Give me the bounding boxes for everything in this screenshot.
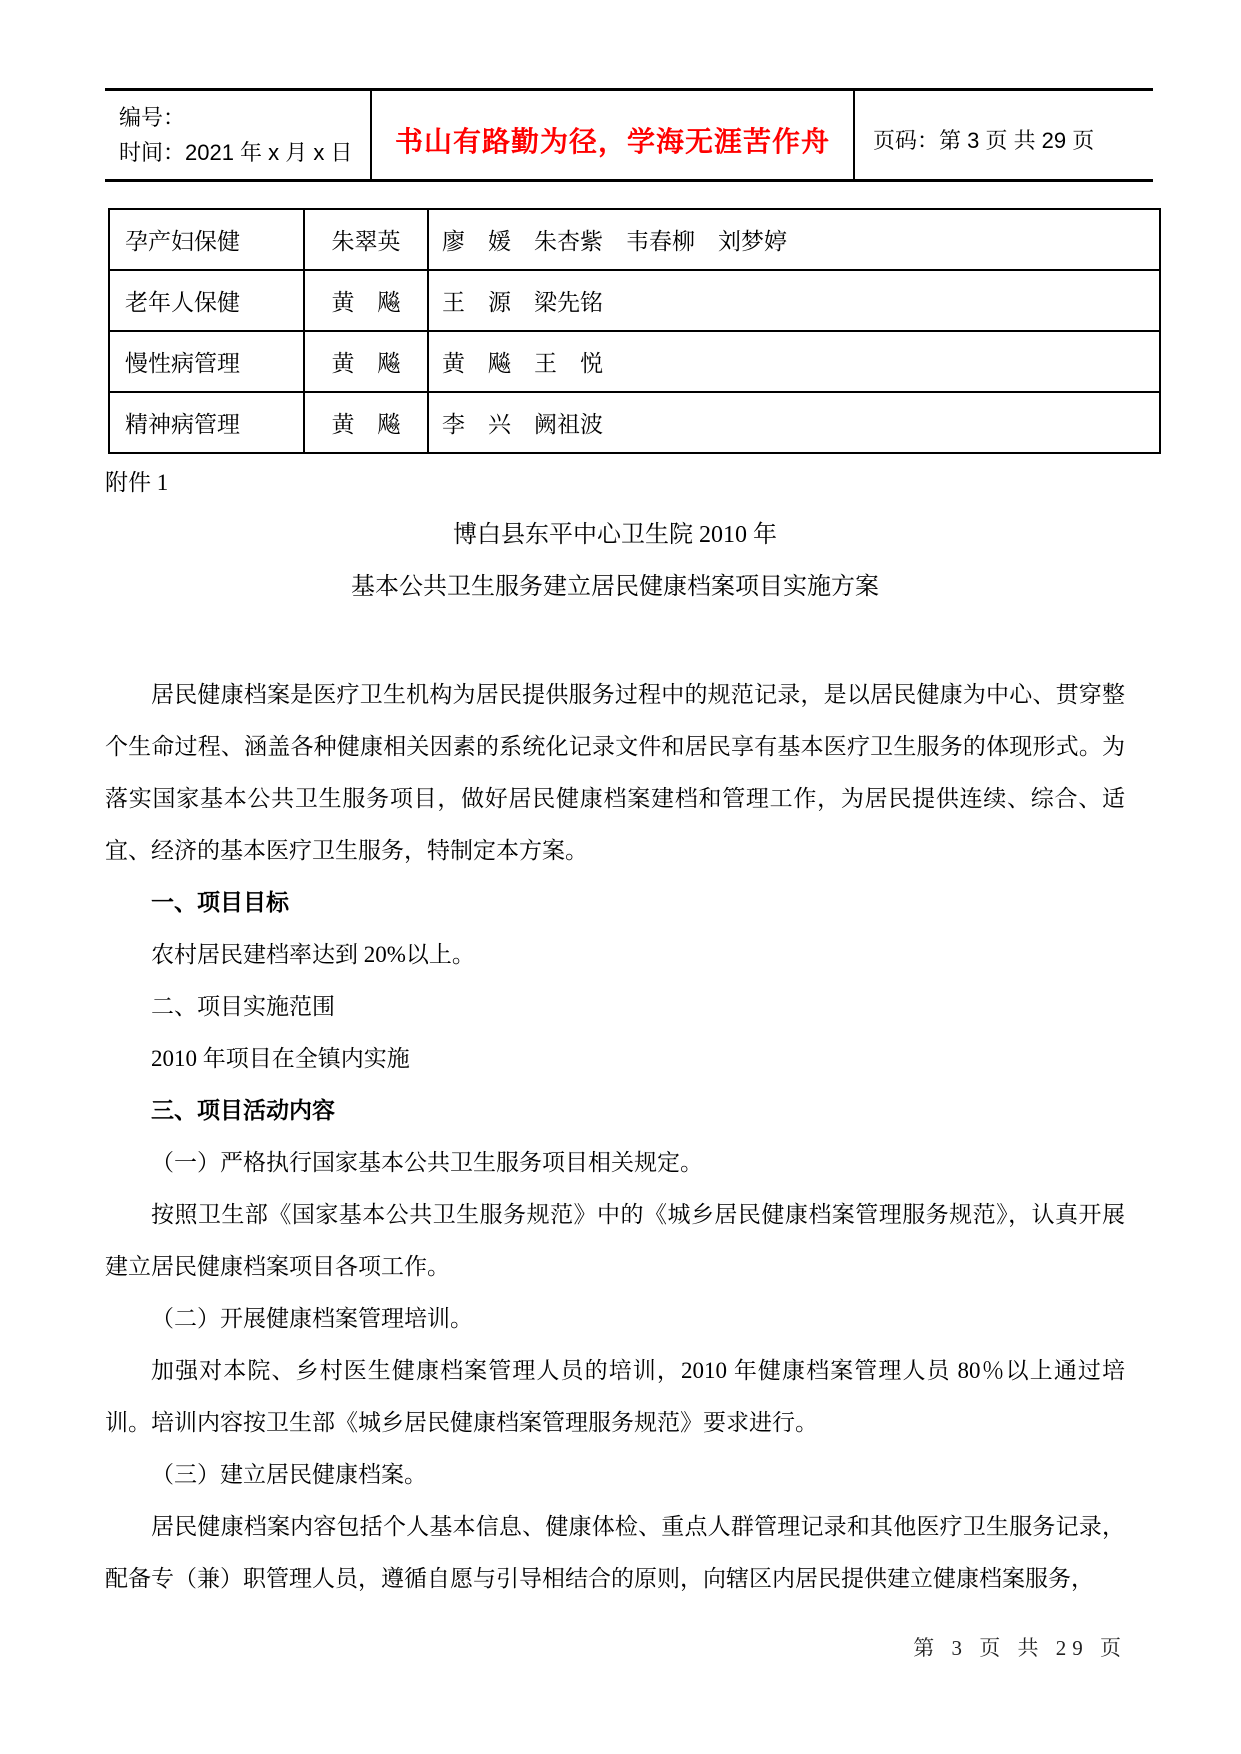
doc-title-line1: 博白县东平中心卫生院 2010 年 — [453, 522, 777, 548]
paragraph: 按照卫生部《国家基本公共卫生服务规范》中的《城乡居民健康档案管理服务规范》，认真开展建立居民健康档案项目各项工作。 — [105, 1202, 1125, 1279]
staff-roster-table — [108, 208, 1161, 454]
section-heading: 二、项目实施范围 — [151, 994, 335, 1019]
title-spacer — [105, 613, 1125, 669]
members-cell: 廖 媛 朱杏紫 韦春柳 刘梦婷 — [428, 209, 1160, 270]
doc-number-label: 编号： — [119, 105, 186, 130]
header-slogan-text: 书山有路勤为径，学海无涯苦作舟 — [394, 126, 830, 157]
doc-time-label: 时间：2021 年 x 月 x 日 — [119, 140, 353, 165]
table-row — [109, 209, 1160, 270]
lead-cell: 黄 飚 — [304, 392, 428, 453]
lead-cell: 朱翠英 — [304, 209, 428, 270]
header-slogan-cell — [370, 91, 855, 179]
members-cell: 黄 飚 王 悦 — [428, 331, 1160, 392]
attachment-label: 附件 1 — [105, 470, 169, 495]
header-page-cell — [855, 91, 1153, 179]
header-page-label: 页码：第 3 页 共 29 页 — [873, 127, 1095, 153]
section-heading: 一、项目目标 — [151, 890, 289, 915]
members-cell: 李 兴 阙祖波 — [428, 392, 1160, 453]
category-cell: 孕产妇保健 — [109, 209, 304, 270]
lead-cell: 黄 飚 — [304, 331, 428, 392]
table-row — [109, 331, 1160, 392]
paragraph: （二）开展健康档案管理培训。 — [151, 1306, 473, 1331]
document-body — [105, 457, 1125, 1605]
header-meta-cell — [105, 91, 370, 179]
category-cell: 老年人保健 — [109, 270, 304, 331]
members-cell: 王 源 梁先铭 — [428, 270, 1160, 331]
page-header — [105, 88, 1153, 182]
paragraph: 农村居民建档率达到 20%以上。 — [151, 942, 475, 967]
category-cell: 精神病管理 — [109, 392, 304, 453]
paragraph: 2010 年项目在全镇内实施 — [151, 1046, 410, 1071]
footer-page-number: 第 3 页 共 29 页 — [913, 1636, 1127, 1660]
paragraph: 居民健康档案内容包括个人基本信息、健康体检、重点人群管理记录和其他医疗卫生服务记录，配备专（兼）职管理人员，遵循自愿与引导相结合的原则，向辖区内居民提供建立健康档案服务， — [105, 1514, 1125, 1591]
paragraph: 加强对本院、乡村医生健康档案管理人员的培训，2010 年健康档案管理人员 80％以上通过培训。培训内容按卫生部《城乡居民健康档案管理服务规范》要求进行。 — [105, 1358, 1125, 1435]
paragraph: （三）建立居民健康档案。 — [151, 1462, 427, 1487]
paragraph: 居民健康档案是医疗卫生机构为居民提供服务过程中的规范记录，是以居民健康为中心、贯穿整个生命过程、涵盖各种健康相关因素的系统化记录文件和居民享有基本医疗卫生服务的体现形式。为落实国家基本公共卫生服务项目，做好居民健康档案建档和管理工作，为居民提供连续、综合、适宜、经济的基本医疗卫生服务，特制定本方案。 — [105, 682, 1125, 863]
lead-cell: 黄 飚 — [304, 270, 428, 331]
table-row — [109, 392, 1160, 453]
doc-title-line2: 基本公共卫生服务建立居民健康档案项目实施方案 — [351, 574, 879, 600]
category-cell: 慢性病管理 — [109, 331, 304, 392]
section-heading: 三、项目活动内容 — [151, 1098, 335, 1123]
table-row — [109, 270, 1160, 331]
paragraph: （一）严格执行国家基本公共卫生服务项目相关规定。 — [151, 1150, 703, 1175]
